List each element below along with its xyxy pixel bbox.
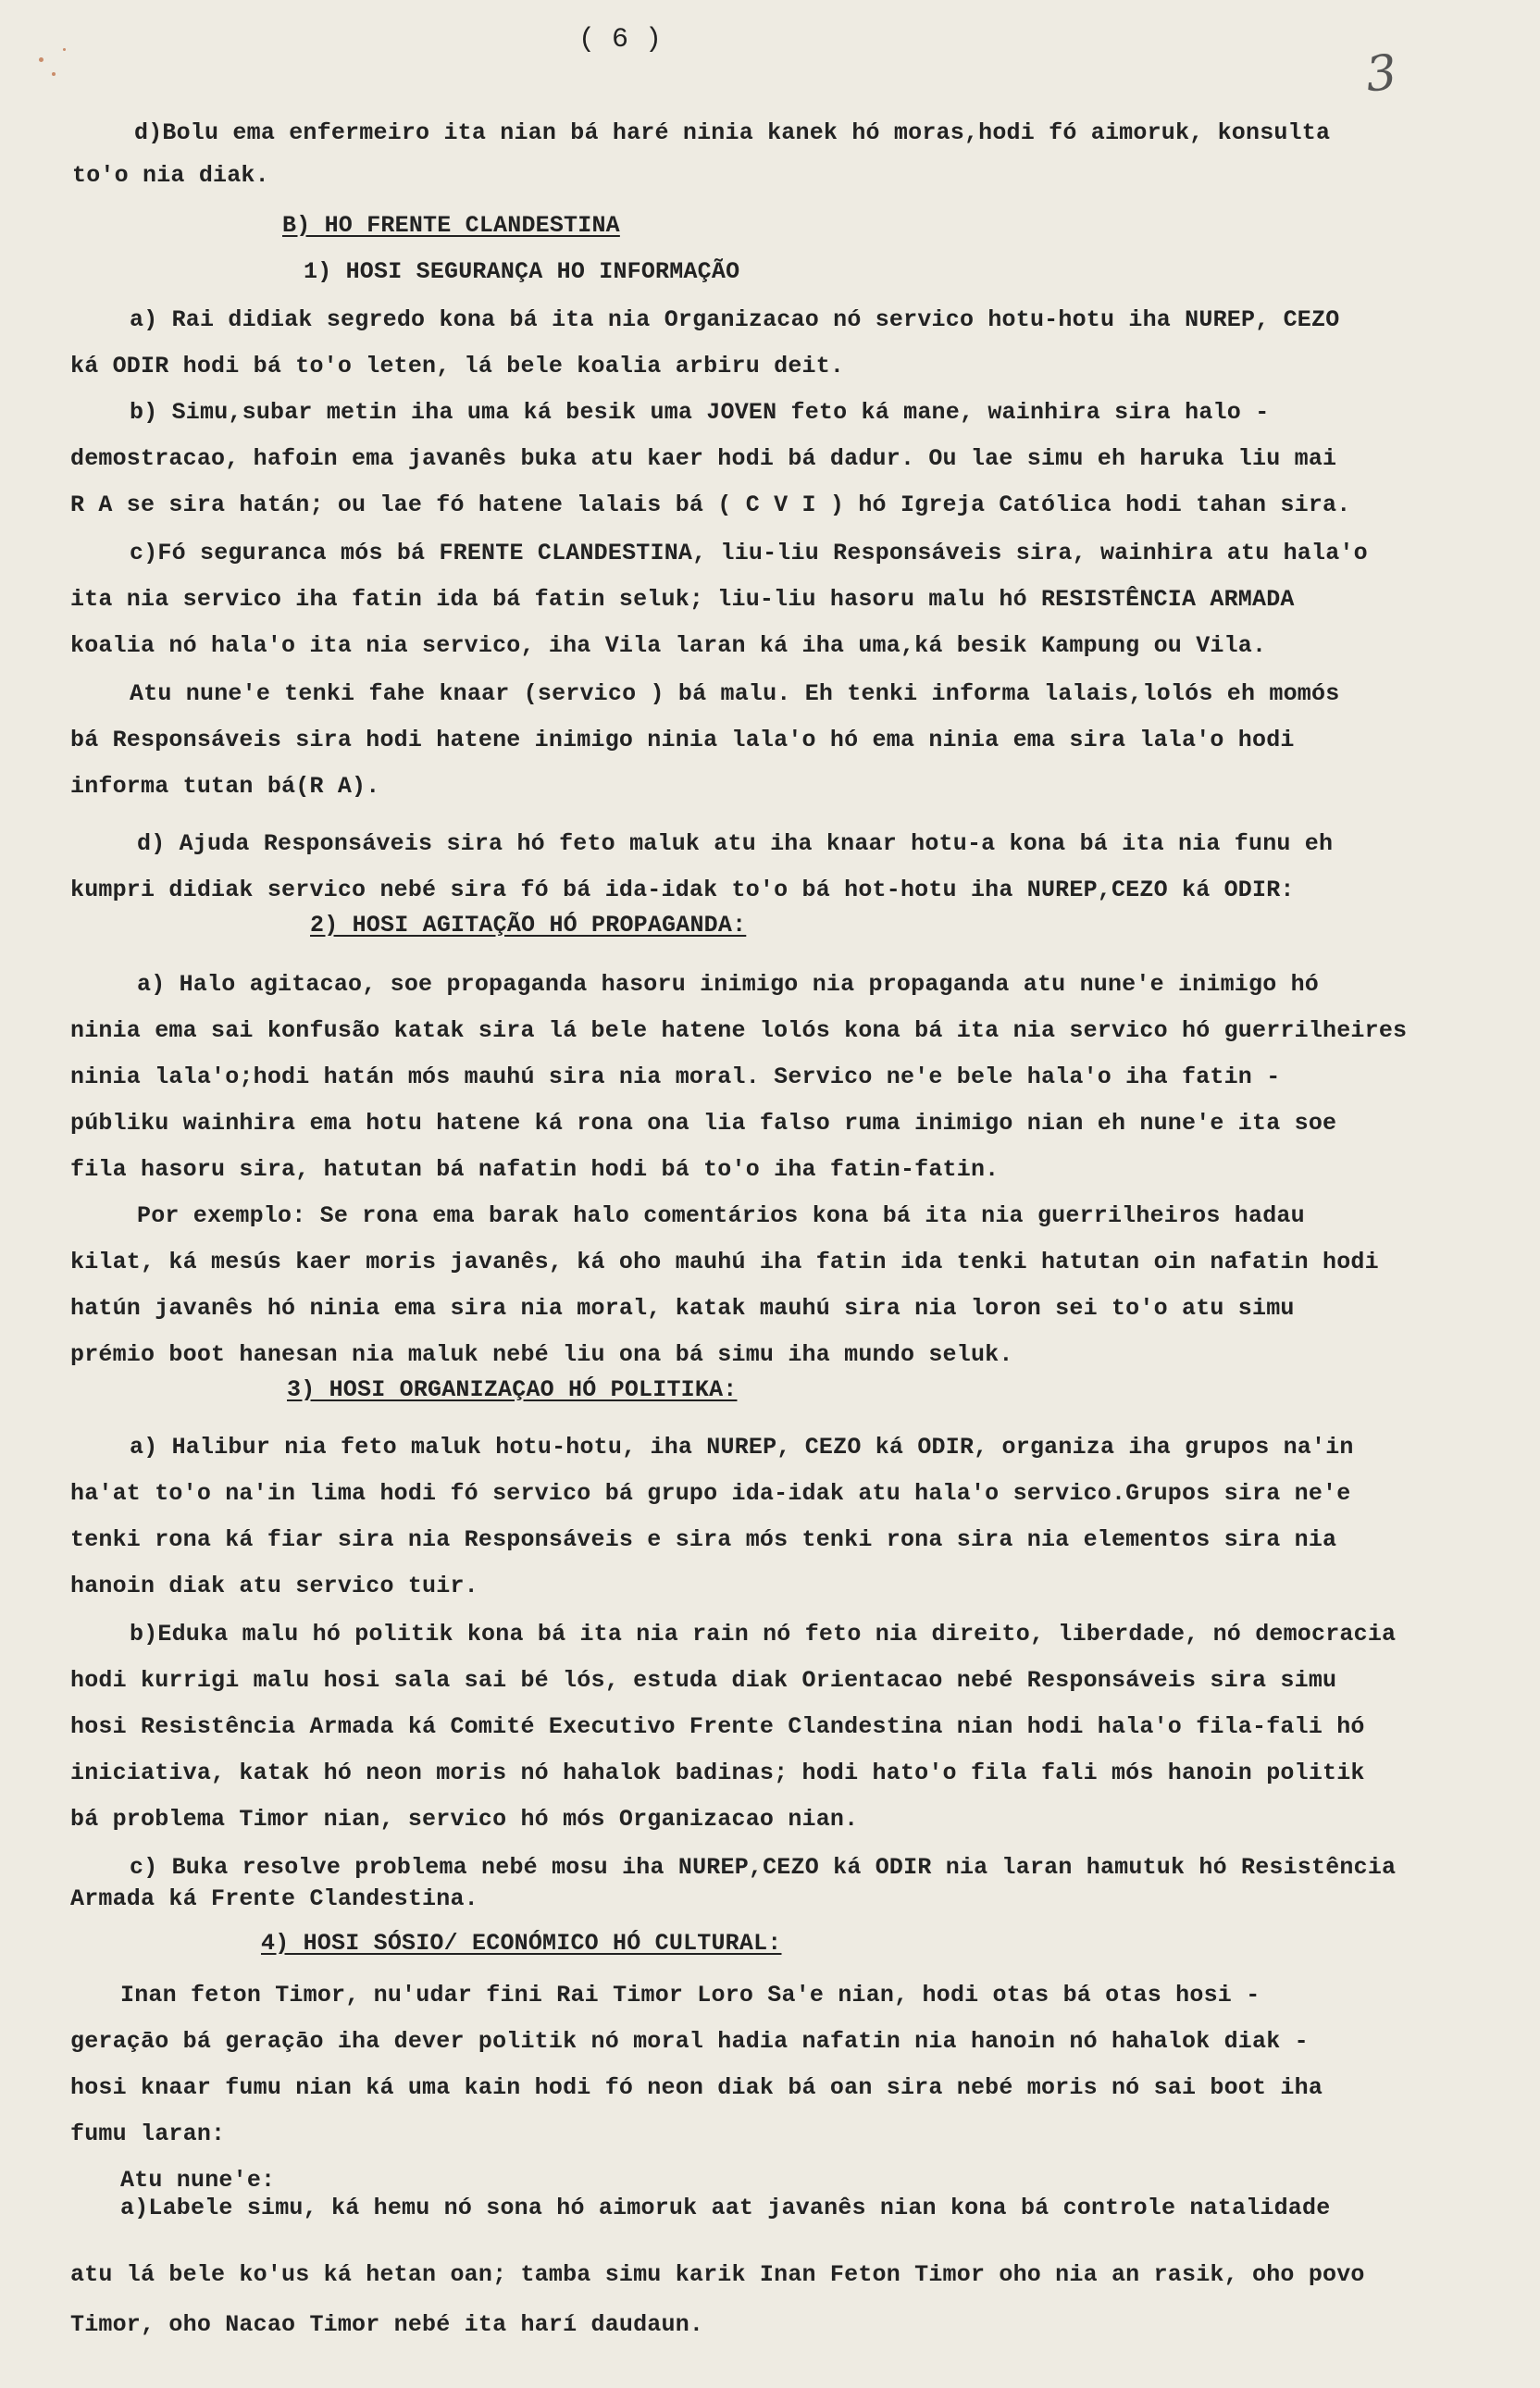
paper-speck — [63, 48, 66, 51]
text-line: públiku wainhira ema hotu hatene ká rona ona lia falso ruma inimigo nian eh nune'e ita soe — [70, 1110, 1337, 1137]
text-line: ninia lala'o;hodi hatán mós mauhú sira nia moral. Servico ne'e bele hala'o iha fatin - — [70, 1063, 1281, 1090]
text-line: a) Halo agitacao, soe propaganda hasoru inimigo nia propaganda atu nune'e inimigo hó — [137, 971, 1320, 998]
text-line: Armada ká Frente Clandestina. — [70, 1885, 478, 1912]
text-line: hosi Resistência Armada ká Comité Executivo Frente Clandestina nian hodi hala'o fila-fali hó — [70, 1713, 1365, 1740]
text-line: Por exemplo: Se rona ema barak halo comentários kona bá ita nia guerrilheiros hadau — [137, 1202, 1305, 1229]
text-line: koalia nó hala'o ita nia servico, iha Vila laran ká iha uma,ká besik Kampung ou Vila. — [70, 632, 1267, 659]
text-line: ha'at to'o na'in lima hodi fó servico bá grupo ida-idak atu hala'o servico.Grupos sira ne'e — [70, 1480, 1351, 1507]
text-line: ita nia servico iha fatin ida bá fatin seluk; liu-liu hasoru malu hó RESISTÊNCIA ARMADA — [70, 586, 1295, 613]
section-heading: B) HO FRENTE CLANDESTINA — [282, 212, 620, 239]
text-line: atu lá bele ko'us ká hetan oan; tamba simu karik Inan Feton Timor oho nia an rasik, oho povo — [70, 2261, 1365, 2288]
text-line: hatún javanês hó ninia ema sira nia moral, katak mauhú sira nia loron sei to'o atu simu — [70, 1295, 1295, 1322]
text-line: c) Buka resolve problema nebé mosu iha NUREP,CEZO ká ODIR nia laran hamutuk hó Resistência — [130, 1854, 1397, 1881]
text-line: b) Simu,subar metin iha uma ká besik uma JOVEN feto ká mane, wainhira sira halo - — [130, 399, 1270, 426]
text-line: hosi knaar fumu nian ká uma kain hodi fó neon diak bá oan sira nebé moris nó sai boot iha — [70, 2074, 1323, 2101]
handwritten-page-mark: 3 — [1362, 44, 1400, 104]
text-line: bá Responsáveis sira hodi hatene inimigo ninia lala'o hó ema ninia ema sira lala'o hodi — [70, 727, 1295, 753]
text-line: bá problema Timor nian, servico hó mós Organizacao nian. — [70, 1806, 859, 1833]
text-line: kumpri didiak servico nebé sira fó bá ida-idak to'o bá hot-hotu iha NUREP,CEZO ká ODIR: — [70, 877, 1295, 903]
text-line: d) Ajuda Responsáveis sira hó feto maluk atu iha knaar hotu-a kona bá ita nia funu eh — [137, 830, 1334, 857]
text-line: informa tutan bá(R A). — [70, 773, 380, 800]
text-line: Timor, oho Nacao Timor nebé ita harí daudaun. — [70, 2311, 704, 2338]
text-line: prémio boot hanesan nia maluk nebé liu ona bá simu iha mundo seluk. — [70, 1341, 1013, 1368]
text-line: fumu laran: — [70, 2121, 226, 2147]
text-line: Atu nune'e tenki fahe knaar (servico ) bá malu. Eh tenki informa lalais,lolós eh momós — [130, 680, 1340, 707]
text-line: Inan feton Timor, nu'udar fini Rai Timor Loro Sa'e nian, hodi otas bá otas hosi - — [120, 1982, 1261, 2009]
page-number: ( 6 ) — [578, 24, 663, 56]
text-line: fila hasoru sira, hatutan bá nafatin hodi bá to'o iha fatin-fatin. — [70, 1156, 1000, 1183]
text-line: c)Fó seguranca mós bá FRENTE CLANDESTINA, liu-liu Responsáveis sira, wainhira atu hala'o — [130, 540, 1368, 566]
subsection-heading: 2) HOSI AGITAÇÃO HÓ PROPAGANDA: — [310, 912, 747, 939]
text-line: to'o nia diak. — [72, 162, 269, 189]
text-line: tenki rona ká fiar sira nia Responsáveis e sira mós tenki rona sira nia elementos sira nia — [70, 1526, 1337, 1553]
paper-speck — [52, 72, 56, 76]
text-line: Atu nune'e: — [120, 2167, 276, 2194]
text-line: kilat, ká mesús kaer moris javanês, ká oho mauhú iha fatin ida tenki hatutan oin nafatin hodi — [70, 1249, 1379, 1275]
text-line: hanoin diak atu servico tuir. — [70, 1573, 478, 1599]
text-line: hodi kurrigi malu hosi sala sai bé lós, estuda diak Orientacao nebé Responsáveis sira simu — [70, 1667, 1337, 1694]
text-line: b)Eduka malu hó politik kona bá ita nia rain nó feto nia direito, liberdade, nó democracia — [130, 1621, 1397, 1648]
text-line: iniciativa, katak hó neon moris nó hahalok badinas; hodi hato'o fila fali mós hanoin politik — [70, 1760, 1365, 1786]
paper-speck — [39, 57, 43, 62]
text-line: ká ODIR hodi bá to'o leten, lá bele koalia arbiru deit. — [70, 353, 845, 379]
subsection-heading: 1) HOSI SEGURANÇA HO INFORMAÇÃO — [304, 258, 740, 285]
text-line: a)Labele simu, ká hemu nó sona hó aimoruk aat javanês nian kona bá controle natalidade — [120, 2195, 1331, 2221]
text-line: a) Rai didiak segredo kona bá ita nia Organizacao nó servico hotu-hotu iha NUREP, CEZO — [130, 306, 1340, 333]
text-line: R A se sira hatán; ou lae fó hatene lalais bá ( C V I ) hó Igreja Católica hodi tahan sira. — [70, 491, 1351, 518]
text-line: geraçāo bá geraçāo iha dever politik nó moral hadia nafatin nia hanoin nó hahalok diak - — [70, 2028, 1309, 2055]
subsection-heading: 4) HOSI SÓSIO/ ECONÓMICO HÓ CULTURAL: — [261, 1930, 782, 1957]
text-line: ninia ema sai konfusão katak sira lá bele hatene lolós kona bá ita nia servico hó guerrilheires — [70, 1017, 1408, 1044]
text-line: demostracao, hafoin ema javanês buka atu kaer hodi bá dadur. Ou lae simu eh haruka liu mai — [70, 445, 1337, 472]
subsection-heading: 3) HOSI ORGANIZAÇAO HÓ POLITIKA: — [287, 1376, 738, 1403]
text-line: a) Halibur nia feto maluk hotu-hotu, iha NUREP, CEZO ká ODIR, organiza iha grupos na'in — [130, 1434, 1354, 1461]
text-line: d)Bolu ema enfermeiro ita nian bá haré ninia kanek hó moras,hodi fó aimoruk, konsulta — [134, 119, 1331, 146]
